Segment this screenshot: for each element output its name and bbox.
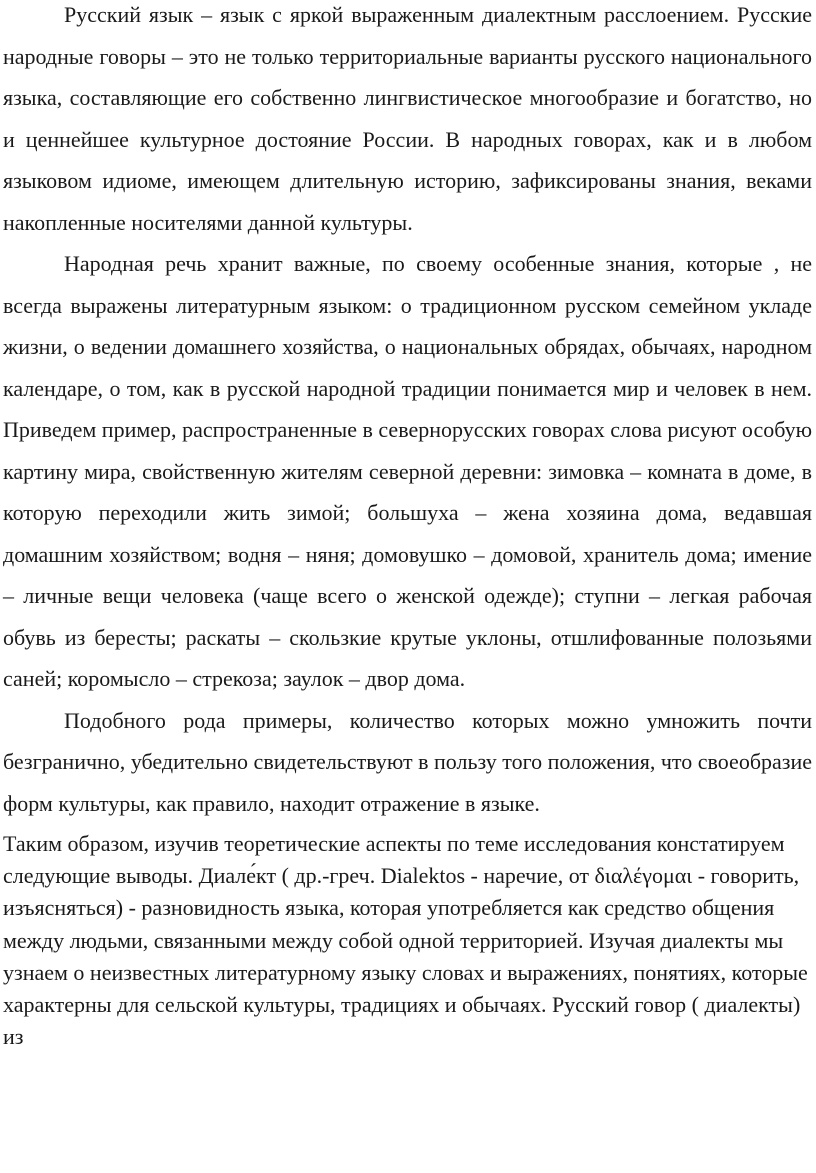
paragraph-dialect-intro: Русский язык – язык с яркой выраженным диалектным расслоением. Русские народные говоры – это не только территориальные варианты русского национального языка, составляющие его собственно лингвистическое многообразие и богатство, но и ценнейшее культурное достояние России. В народных говорах, как и в любом языковом идиоме, имеющем длительную историю, зафиксированы знания, веками накопленные носителями данной культуры.: [3, 2, 812, 235]
paragraph-folk-speech: Народная речь хранит важные, по своему особенные знания, которые , не всегда выражены литературным языком: о традиционном русском семейном укладе жизни, о ведении домашнего хозяйства, о национальных обрядах, обычаях, народном календаре, о том, как в русской народной традиции понимается мир и человек в нем. Приведем пример, распространенные в севернорусских говорах слова рисуют особую картину мира, свойственную жителям северной деревни: зимовка – комната в доме, в которую переходили жить зимой; большуха – жена хозяина дома, ведавшая домашним хозяйством; водня – няня; домовушко – домовой, хранитель дома; имение – личные вещи человека (чаще всего о женской одежде); ступни – легкая рабочая обувь из бересты; раскаты – скользкие крутые уклоны, отшлифованные полозьями саней; коромысло – стрекоза; заулок – двор дома.: [3, 251, 812, 691]
paragraph-examples: Подобного рода примеры, количество которых можно умножить почти безгранично, убедительно свидетельствуют в пользу того положения, что своеобразие форм культуры, как правило, находит отражение в языке.: [3, 707, 812, 816]
paragraph-conclusions: Таким образом, изучив теоретические аспекты по теме исследования констатируем следующие выводы. Диале́кт ( др.-греч. Dialektos - наречие, от διαλέγομαι - говорить, изъясняться) - разновидность языка, которая употребляется как средство общения между людьми, связанными между собой одной территорией. Изучая диалекты мы узнаем о неизвестных литературному языку словах и выражениях, понятиях, которые характерны для сельской культуры, традициях и обычаях. Русский говор ( диалекты) из: [3, 831, 808, 1050]
